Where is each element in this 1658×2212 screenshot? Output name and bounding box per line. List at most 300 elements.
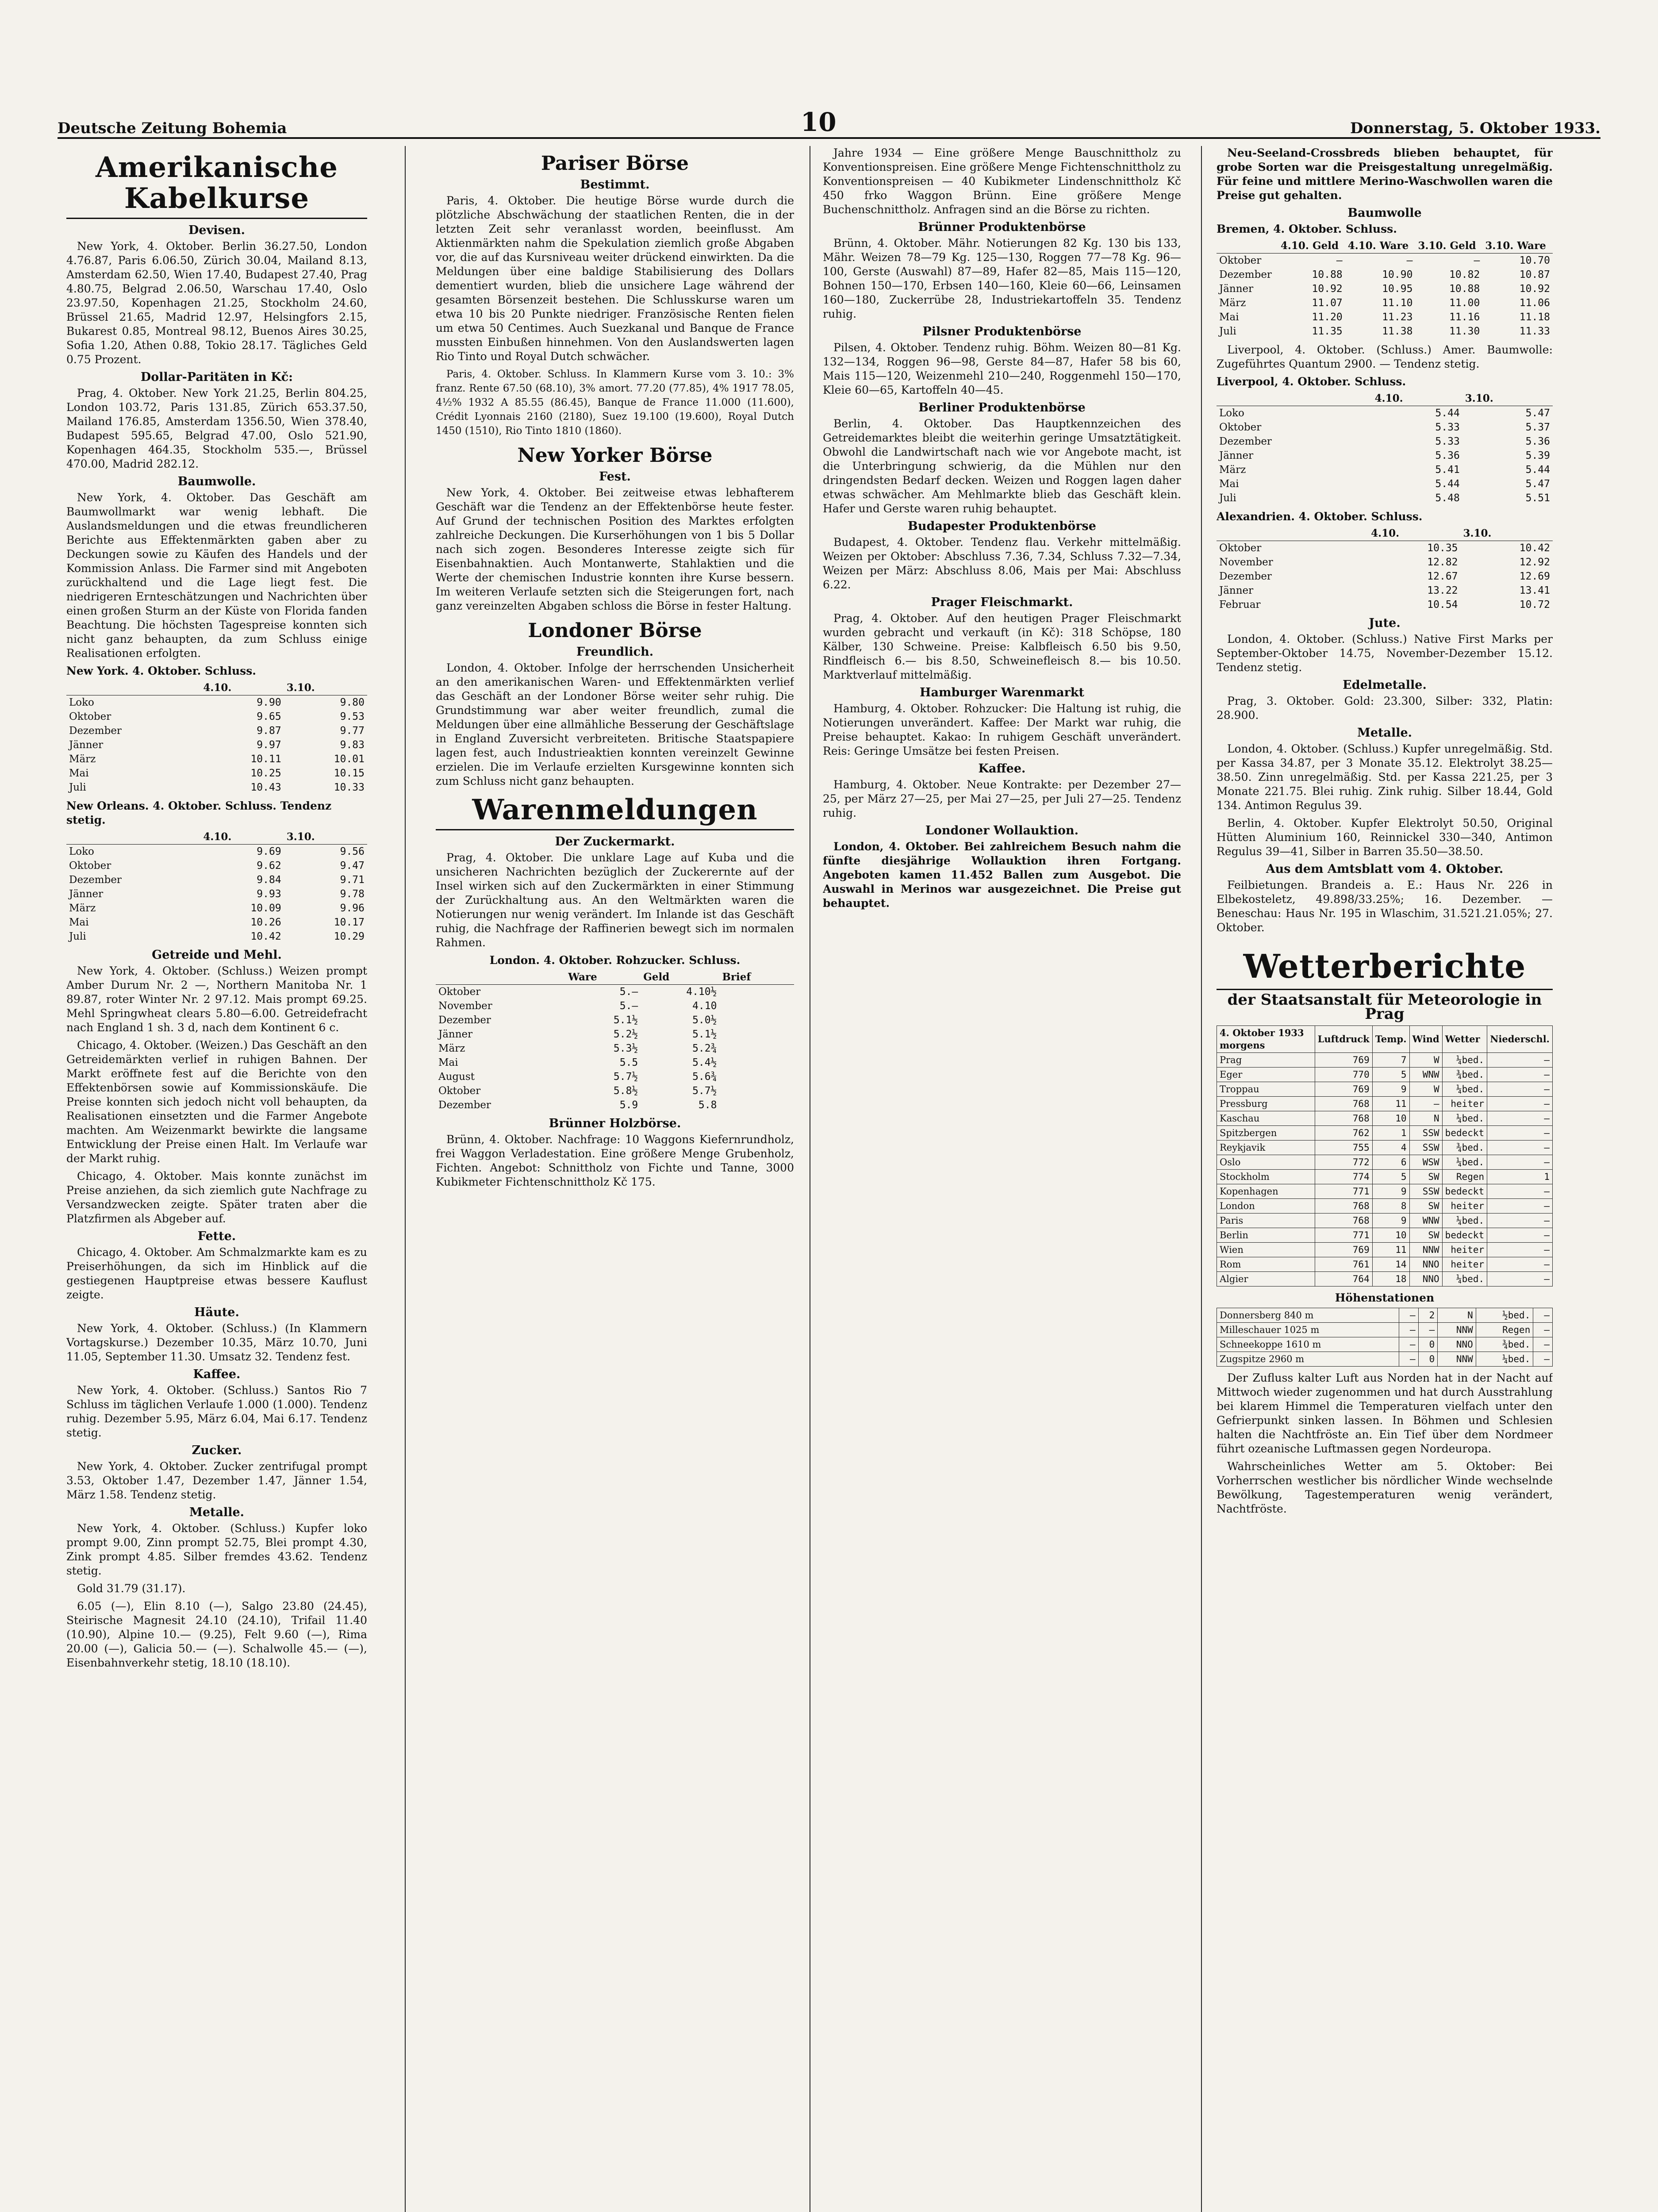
column-4 [1217, 146, 1553, 2212]
table-header-row [66, 830, 367, 845]
table-cell: Algier [1217, 1272, 1315, 1286]
table-cell: Eger [1217, 1068, 1315, 1082]
table-cell: 5.— [619, 1000, 638, 1012]
table-cell: 769 [1315, 1243, 1372, 1257]
table-cell: 9.93 [257, 888, 281, 900]
table-cell: Jänner [69, 739, 104, 751]
table-cell: ½bed. [1476, 1308, 1533, 1323]
table-cell: London [1217, 1199, 1315, 1214]
brunn-title: Brünner Produktenbörse [918, 220, 1086, 234]
zucker-text: Prag, 4. Oktober. Die unklare Lage auf Kuba und die unsicheren Nachrichten bezüglich der Zuckerernte auf der Insel wirken sich auf den Zuckermärkten in einer Stimmung der Zurückhaltung aus. An den Weltmärkten waren die Notierungen nur wenig verändert. Im Inlande ist das Geschäft ruhig, die Nachfrage der Raffinerien bewegt sich im normalen Rahmen. [436, 851, 794, 949]
table-cell: 10 [1372, 1228, 1409, 1243]
table-cell: bedeckt [1442, 1126, 1487, 1141]
table-row [66, 929, 367, 944]
table-cell: 768 [1315, 1111, 1372, 1126]
table-cell: 10.26 [250, 917, 281, 928]
table-cell: 13.22 [1427, 585, 1458, 596]
table-cell: 2 [1418, 1308, 1438, 1323]
table-cell: 11.35 [1312, 326, 1343, 337]
table-cell: 769 [1315, 1082, 1372, 1097]
table-row [1217, 491, 1553, 505]
table-cell: 5.7½ [613, 1071, 638, 1083]
table-row [1217, 1308, 1553, 1323]
table-cell [719, 1041, 794, 1056]
column-header: 3.10. [284, 830, 367, 845]
table-row [1217, 1082, 1553, 1097]
table-cell: 10.92 [1312, 283, 1343, 295]
fleisch-title: Prager Fleischmarkt. [931, 595, 1073, 609]
table-row [1217, 434, 1553, 449]
table-cell: 9.69 [257, 846, 281, 857]
column-header: 4.10. [200, 681, 284, 695]
table-cell: Dezember [69, 874, 122, 886]
table-cell [719, 1013, 794, 1027]
cotton-no-table [66, 830, 367, 944]
table-cell: 9.90 [257, 697, 281, 708]
table-cell: Dezember [69, 725, 122, 737]
table-cell: heiter [1442, 1199, 1487, 1214]
table-cell: 11.07 [1312, 297, 1343, 309]
table-cell: Mai [69, 768, 89, 779]
table-row [66, 901, 367, 915]
table-cell: 4 [1372, 1141, 1409, 1155]
table-cell: 10.92 [1519, 283, 1550, 295]
table-cell: ¼bed. [1442, 1155, 1487, 1170]
table-cell: Oktober [69, 711, 111, 722]
table-cell: Jänner [1219, 283, 1254, 295]
table-cell: ¼bed. [1442, 1082, 1487, 1097]
table-cell: 9.56 [340, 846, 365, 857]
section-heading: Baumwolle. [177, 475, 256, 488]
section-text: New York, 4. Oktober. Zucker zentrifugal prompt 3.53, Oktober 1.47, Dezember 1.47, Jänner 1.54, März 1.58. Tendenz stetig. [66, 1460, 367, 1501]
table-cell: Dezember [1219, 269, 1272, 280]
table-row [66, 780, 367, 795]
table-cell: 0 [1418, 1337, 1438, 1352]
table-cell: — [1533, 1337, 1553, 1352]
table-cell: Juli [69, 782, 86, 793]
table-cell: 5.41 [1435, 464, 1460, 476]
table-cell: Juli [1219, 492, 1236, 504]
table-cell: November [438, 1000, 492, 1012]
paris-title: Pariser Börse [541, 152, 689, 175]
table-row [1217, 1155, 1553, 1170]
table-row [436, 985, 794, 999]
table-cell: 8 [1372, 1199, 1409, 1214]
table-cell: bedeckt [1442, 1228, 1487, 1243]
table-cell: — [1399, 1337, 1419, 1352]
kabelkurse-title: Amerikanische Kabelkurse [66, 152, 367, 219]
table-cell: 5 [1372, 1170, 1409, 1184]
column-header: Wetter [1442, 1026, 1487, 1053]
table-cell: Jänner [1219, 450, 1254, 461]
table-row [1217, 324, 1553, 338]
section-heading: Getreide und Mehl. [152, 948, 282, 962]
table-cell: 11.00 [1449, 297, 1480, 309]
table-row [66, 738, 367, 752]
section-heading: Zucker. [192, 1444, 242, 1457]
table-cell: 5.3½ [613, 1043, 638, 1054]
table-cell: Mai [1219, 311, 1239, 323]
table-cell: 768 [1315, 1214, 1372, 1228]
budapest-title: Budapester Produktenbörse [908, 519, 1096, 533]
table-cell: 10.09 [250, 902, 281, 914]
table-row [1217, 477, 1553, 491]
london-text: London, 4. Oktober. Infolge der herrschenden Unsicherheit an den amerikanischen Waren- und Effektenmärkten verlief das Geschäft an der Londoner Börse weiter sehr ruhig. Die Grundstimmung war aber weiter freundlich, zumal die Meldungen über eine allmähliche Besserung der Geschäftslage in England Zuversicht verbreiteten. Britische Staatspapiere lagen fest, auch Industrieaktien konnten vereinzelt Gewinne erzielen. Die im Verlaufe erzielten Kursgewinne konnten sich zum Schluss nicht ganz behaupten. [436, 661, 794, 787]
column-header [66, 681, 200, 695]
table-row [1217, 1141, 1553, 1155]
table-cell: SW [1409, 1228, 1442, 1243]
section-heading: Devisen. [188, 223, 245, 237]
table-cell: 761 [1315, 1257, 1372, 1272]
column-header: Wind [1409, 1026, 1442, 1053]
amtsblatt-title: Aus dem Amtsblatt vom 4. Oktober. [1266, 862, 1504, 876]
table-cell: Donnersberg 840 m [1217, 1308, 1399, 1323]
table-cell [719, 1070, 794, 1084]
fleisch-text: Prag, 4. Oktober. Auf den heutigen Prager Fleischmarkt wurden gebracht und verkauft (in Kč): 318 Schöpse, 180 Kälber, 130 Schweine. Preise: Kalbfleisch 6.50 bis 9.50, Rindfleisch 6.— bis 8.50, Schweinefleisch 8.— bis 10.50. Marktverlauf mittelmäßig. [823, 612, 1181, 681]
table-cell: März [69, 753, 96, 765]
table-cell: 774 [1315, 1170, 1372, 1184]
metalle-title: Metalle. [1357, 726, 1412, 740]
table-cell: Dezember [1219, 436, 1272, 447]
table-cell: Oktober [1219, 542, 1262, 554]
table-cell: SSW [1409, 1184, 1442, 1199]
table-row [1217, 1170, 1553, 1184]
ny-text: New York, 4. Oktober. Bei zeitweise etwas lebhafterem Geschäft war die Tendenz an der Effektenbörse heute fester. Auf Grund der technischen Position des Marktes erfolgten zahlreiche Deckungen. Die Kurserhöhungen von 1 bis 5 Dollar nach sich zogen. Besonderes Interesse zeigte sich für Eisenbahnaktien. Auch Montanwerte, Stahlaktien und die Werte der chemischen Industrie konnten ihre Kurse bessern. Im weiteren Verlaufe setzten sich die Steigerungen fort, nach ganz vereinzelten Abgaben schloss die Börse in fester Haltung. [436, 486, 794, 612]
column-header: 3.10. [1462, 392, 1553, 406]
table-cell: NNW [1438, 1323, 1476, 1337]
zucker-title: Der Zuckermarkt. [555, 835, 675, 849]
table-cell: — [1487, 1228, 1553, 1243]
table-cell: 5.4½ [692, 1057, 717, 1068]
kabelkurse-more [66, 948, 367, 1670]
column-2 [436, 146, 794, 2212]
baumwolle-title: Baumwolle [1347, 206, 1422, 220]
table-cell: — [1399, 1352, 1419, 1367]
table-row [66, 695, 367, 710]
table-cell: Troppau [1217, 1082, 1315, 1097]
table-cell: — [1487, 1111, 1553, 1126]
table-row [1217, 1053, 1553, 1068]
table-row [436, 1070, 794, 1084]
table-cell: 5.8 [698, 1099, 717, 1111]
table-cell: 5.44 [1435, 407, 1460, 419]
table-cell: 10 [1372, 1111, 1409, 1126]
table-cell: — [1474, 255, 1480, 266]
table-row [1217, 1257, 1553, 1272]
table-cell: 768 [1315, 1199, 1372, 1214]
table-cell [719, 999, 794, 1013]
kaffee-title: Kaffee. [978, 762, 1026, 776]
table-row [66, 859, 367, 873]
column-3 [823, 146, 1181, 2212]
table-header-row [1217, 1026, 1553, 1053]
zucker-table [436, 970, 794, 1112]
berlin-text: Berlin, 4. Oktober. Das Hauptkennzeichen des Getreidemarktes bleibt die weiterhin geringe Umsatztätigkeit. Obwohl die Landwirtschaft nach wie vor Angebote macht, ist die Unterbringung schwierig, da die Mühlen nur den dringendsten Bedarf decken. Weizen und Roggen lagen daher etwas schwächer. Am Mehlmarkte blieb das Geschäft klein. Hafer und Gerste waren ruhig behauptet. [823, 417, 1181, 515]
table-cell: 1 [1487, 1170, 1553, 1184]
hoehen-table [1217, 1308, 1553, 1367]
table-cell [719, 1027, 794, 1041]
alexandria-label: Alexandrien. 4. Oktober. Schluss. [1217, 510, 1423, 523]
table-cell: 5.8½ [613, 1085, 638, 1097]
column-header: 3.10. [1461, 526, 1553, 541]
table-row [1217, 268, 1553, 282]
table-cell: Oktober [1219, 422, 1262, 433]
cotton-ny-table [66, 681, 367, 795]
table-cell: 9.84 [257, 874, 281, 886]
table-cell: 5.1½ [613, 1014, 638, 1026]
table-cell: Jänner [69, 888, 104, 900]
table-row [1217, 1068, 1553, 1082]
table-row [1217, 282, 1553, 296]
table-cell: 5.2¾ [692, 1043, 717, 1054]
table-cell: 5.36 [1435, 450, 1460, 461]
london-subtitle: Freundlich. [576, 645, 654, 659]
london-title: Londoner Börse [528, 619, 702, 642]
section-heading: Metalle. [189, 1505, 245, 1519]
holz-continued: Jahre 1934 — Eine größere Menge Bauschnittholz zu Konventionspreisen. Eine größere Menge Fichtenschnittholz zu Konventionspreisen — 40 Kubikmeter Lindenschnittholz Kč 450 frko Waggon Brünn. Eine größere Menge Buchenschnittholz. Anfragen sind an die Börse zu richten. [823, 146, 1181, 216]
table-cell: Prag [1217, 1053, 1315, 1068]
table-cell: — [1336, 255, 1343, 266]
table-row [1217, 1272, 1553, 1286]
budapest-text: Budapest, 4. Oktober. Tendenz flau. Verkehr mittelmäßig. Weizen per Oktober: Abschluss 7.36, 7.34, Schluss 7.32—7.34, Weizen per März: Abschluss 8.06, Mais per Mai: Abschluss 6.22. [823, 536, 1181, 591]
table-row [1217, 310, 1553, 324]
table-cell: Loko [1219, 407, 1244, 419]
table-cell: Berlin [1217, 1228, 1315, 1243]
table-cell: ¼bed. [1442, 1272, 1487, 1286]
table-cell: — [1487, 1257, 1553, 1272]
table-cell [719, 1056, 794, 1070]
column-header: 4.10. [1368, 526, 1460, 541]
table-cell: 10.70 [1519, 255, 1550, 266]
section-text: New York, 4. Oktober. (Schluss.) Weizen prompt Amber Durum Nr. 2 —, Northern Manitoba Nr. 1 89.87, roter Winter Nr. 2 97.12. Mais prompt 69.25. Mehl Springwheat clears 5.80—6.00. Getreidefracht nach England 1 sh. 3 d, nach dem Kontinent 6 c. [66, 964, 367, 1034]
table-row [1217, 569, 1553, 584]
table-cell: 11.30 [1449, 326, 1480, 337]
column-header [1217, 239, 1278, 253]
table-cell: 5.48 [1435, 492, 1460, 504]
section-heading: Fette. [197, 1229, 236, 1243]
table-cell: Mai [69, 917, 89, 928]
table-cell: 10.11 [250, 753, 281, 765]
table-cell: Loko [69, 846, 94, 857]
table-row [1217, 598, 1553, 612]
table-cell: 12.69 [1519, 571, 1550, 582]
table-cell: 764 [1315, 1272, 1372, 1286]
edelmetalle-title: Edelmetalle. [1343, 678, 1427, 692]
table-row [1217, 420, 1553, 434]
table-cell: ¾bed. [1476, 1337, 1533, 1352]
table-cell: März [1219, 297, 1246, 309]
table-row [1217, 1352, 1553, 1367]
column-header [66, 830, 200, 845]
table-row [66, 873, 367, 887]
column-header [1217, 526, 1368, 541]
table-cell: 10.43 [250, 782, 281, 793]
table-cell: 9.62 [257, 860, 281, 872]
table-cell: August [438, 1071, 475, 1083]
table-cell: Mai [1219, 478, 1239, 490]
header-newspaper-name: Deutsche Zeitung Bohemia [58, 119, 287, 137]
table-cell: 5.44 [1525, 464, 1550, 476]
table-cell: — [1487, 1068, 1553, 1082]
table-cell: Milleschauer 1025 m [1217, 1323, 1399, 1337]
table-cell [719, 1084, 794, 1098]
table-cell: 10.25 [250, 768, 281, 779]
table-cell: Schneekoppe 1610 m [1217, 1337, 1399, 1352]
table-cell: NNO [1438, 1337, 1476, 1352]
column-header [436, 970, 565, 985]
table-row [436, 1041, 794, 1056]
table-cell: Dezember [1219, 571, 1272, 582]
table-cell: heiter [1442, 1257, 1487, 1272]
header-date: Donnerstag, 5. Oktober 1933. [1350, 119, 1600, 137]
table-cell: 770 [1315, 1068, 1372, 1082]
table-header-row [66, 681, 367, 695]
table-cell: 10.17 [334, 917, 365, 928]
berlin-title: Berliner Produktenbörse [918, 401, 1086, 415]
table-cell: NNO [1409, 1257, 1442, 1272]
table-cell: 10.72 [1519, 599, 1550, 611]
table-cell: — [1399, 1323, 1419, 1337]
column-header: 4.10. Ware [1345, 239, 1416, 253]
bremen-label: Bremen, 4. Oktober. Schluss. [1217, 223, 1397, 235]
table-cell: — [1533, 1323, 1553, 1337]
table-row [1217, 296, 1553, 310]
wetter-forecast: Wahrscheinliches Wetter am 5. Oktober: Bei Vorherrschen westlicher bis nördlicher Winde wechselnde Bewölkung, Tagestemperaturen wenig verändert, Nachtfröste. [1217, 1460, 1553, 1515]
table-row [1217, 1199, 1553, 1214]
table-cell: — [1487, 1082, 1553, 1097]
table-cell: 9.80 [340, 697, 365, 708]
table-cell: 5 [1372, 1068, 1409, 1082]
table-row [1217, 1184, 1553, 1199]
table-cell: Kopenhagen [1217, 1184, 1315, 1199]
table-row [1217, 406, 1553, 421]
table-row [1217, 463, 1553, 477]
table-cell: Dezember [438, 1014, 491, 1026]
table-row [66, 752, 367, 766]
table-cell: 10.54 [1427, 599, 1458, 611]
table-cell: 5.1½ [692, 1029, 717, 1040]
table-cell: 11.18 [1519, 311, 1550, 323]
table-cell: 769 [1315, 1053, 1372, 1068]
column-header: Geld [641, 970, 719, 985]
weather-table [1217, 1025, 1553, 1286]
table-cell: — [1487, 1141, 1553, 1155]
table-cell: 9.83 [340, 739, 365, 751]
table-cell: — [1487, 1184, 1553, 1199]
table-cell: Dezember [438, 1099, 491, 1111]
table-cell: WNW [1409, 1068, 1442, 1082]
paris-text: Paris, 4. Oktober. Die heutige Börse wurde durch die plötzliche Abschwächung der staatlichen Renten, die in der letzten Zeit sehr veranlasst worden, beeinflusst. Am Aktienmärkten nahm die Spekulation ziemlich große Abgaben vor, die auf das Kursniveau weiter drückend einwirkten. Da die Meldungen über eine baldige Stabilisierung des Dollars dementiert wurden, blieb die unsichere Lage während der gesamten Börsenzeit bestehen. Die Schlusskurse waren um etwa 10 bis 20 Punkte niedriger. Französische Renten fielen um etwa 50 Centimes. Auch Suezkanal und Banque de France mussten Einbußen hinnehmen. Von den Auslandswerten lagen Rio Tinto und Royal Dutch schwächer. [436, 194, 794, 363]
table-cell: 11 [1372, 1097, 1409, 1111]
table-cell: WSW [1409, 1155, 1442, 1170]
holz-text: Brünn, 4. Oktober. Nachfrage: 10 Waggons Kiefernrundholz, frei Waggon Verladestation. Eine größere Menge Grubenholz, Fichten. Angebot: Schnittholz von Fichte und Tanne, 3000 Kubikmeter Fichtenschnittholz Kč 175. [436, 1133, 794, 1188]
table-cell: — [1409, 1097, 1442, 1111]
table-cell: 5.44 [1435, 478, 1460, 490]
column-header: 4. Oktober 1933 morgens [1217, 1026, 1315, 1053]
column-rule [1201, 146, 1202, 2212]
table-cell: Mai [438, 1057, 458, 1068]
table-row [66, 724, 367, 738]
section-text: Chicago, 4. Oktober. Am Schmalzmarkte kam es zu Preiserhöhungen, da sich im Hinblick auf die gestiegenen Hauptpreise etwas bessere Kauflust zeigte. [66, 1246, 367, 1301]
table-cell: W [1409, 1082, 1442, 1097]
table-cell: 4.10½ [686, 986, 717, 998]
column-header: 3.10. Geld [1415, 239, 1482, 253]
hoehen-title: Höhenstationen [1335, 1291, 1435, 1304]
table-cell: Spitzbergen [1217, 1126, 1315, 1141]
wetter-text: Der Zufluss kalter Luft aus Norden hat in der Nacht auf Mittwoch wieder zugenommen und hat durch Ausstrahlung bei klarem Himmel die Temperaturen vielfach unter den Gefrierpunkt sinken lassen. In Böhmen und Schlesien halten die Nachtfröste an. Ein Tief über dem Nordmeer führt ozeanische Luftmassen gegen Nordeuropa. [1217, 1371, 1553, 1455]
table-cell: — [1487, 1199, 1553, 1214]
column-header: 4.10. Geld [1278, 239, 1345, 253]
table-cell: 5.47 [1525, 478, 1550, 490]
table-cell: Jänner [438, 1029, 473, 1040]
table-cell: — [1487, 1272, 1553, 1286]
section-text: Prag, 4. Oktober. New York 21.25, Berlin 804.25, London 103.72, Paris 131.85, Zürich 653.37.50, Mailand 176.85, Amsterdam 1356.50, Wien 378.40, Budapest 595.65, Belgrad 47.00, Oslo 521.90, Kopenhagen 464.35, Stockholm 535.—, Brüssel 470.00, Madrid 282.12. [66, 387, 367, 470]
table-cell: 5.5 [619, 1057, 638, 1068]
table-cell: Juli [1219, 326, 1236, 337]
table-row [1217, 1214, 1553, 1228]
table-cell: — [1487, 1097, 1553, 1111]
table-cell: 9.78 [340, 888, 365, 900]
paris-quotes: Paris, 4. Oktober. Schluss. In Klammern Kurse vom 3. 10.: 3% franz. Rente 67.50 (68.10), 3% amort. 77.20 (77.85), 4% 1917 78.05, 4½% 1932 A 85.55 (86.45), Banque de France 11.000 (11.600), Crédit Lyonnais 2160 (2180), Suez 19.100 (19.600), Royal Dutch 1450 (1510), Rio Tinto 1810 (1860). [436, 369, 794, 437]
zucker-table-label: London. 4. Oktober. Rohzucker. Schluss. [489, 954, 741, 967]
table-row [1217, 1323, 1553, 1337]
table-cell: 5.33 [1435, 436, 1460, 447]
table-cell: bedeckt [1442, 1184, 1487, 1199]
table-cell: ¾bed. [1442, 1068, 1487, 1082]
table-cell: — [1487, 1243, 1553, 1257]
column-header: Ware [565, 970, 641, 985]
table-cell: Pressburg [1217, 1097, 1315, 1111]
table-cell: 9.65 [257, 711, 281, 722]
table-cell: 10.35 [1427, 542, 1458, 554]
table-cell: 11.38 [1382, 326, 1413, 337]
table-cell: Oktober [1219, 255, 1262, 266]
table-cell: Oktober [69, 860, 111, 872]
kabelkurse-sections [66, 223, 367, 661]
table-cell: 762 [1315, 1126, 1372, 1141]
table-cell: 9 [1372, 1214, 1409, 1228]
page-header [58, 107, 1600, 139]
table-cell: — [1487, 1053, 1553, 1068]
table-cell: — [1418, 1323, 1438, 1337]
table-cell: Jänner [1219, 585, 1254, 596]
table-row [1217, 1228, 1553, 1243]
table-cell: 10.29 [334, 931, 365, 942]
table-cell: 755 [1315, 1141, 1372, 1155]
table-cell: 6 [1372, 1155, 1409, 1170]
wetter-title: Wetterberichte [1217, 948, 1553, 990]
table-cell: 11.06 [1519, 297, 1550, 309]
table-cell: 10.82 [1449, 269, 1480, 280]
table-cell: 771 [1315, 1228, 1372, 1243]
table-row [66, 845, 367, 859]
table-cell: Oslo [1217, 1155, 1315, 1170]
column-header [1217, 392, 1372, 406]
table-cell: Kaschau [1217, 1111, 1315, 1126]
table-row [436, 999, 794, 1013]
section-text: 6.05 (—), Elin 8.10 (—), Salgo 23.80 (24.45), Steirische Magnesit 24.10 (24.10), Trifail 11.40 (10.90), Alpine 10.— (9.25), Felt 9.60 (—), Rima 20.00 (—), Galicia 50.— (—). Schalwolle 45.— (—), Eisenbahnverkehr stetig, 18.10 (18.10). [66, 1600, 367, 1669]
table-cell: Februar [1219, 599, 1261, 611]
table-header-row [436, 970, 794, 985]
table-cell: — [1487, 1155, 1553, 1170]
table-cell: 768 [1315, 1097, 1372, 1111]
kaffee-text: Hamburg, 4. Oktober. Neue Kontrakte: per Dezember 27—25, per März 27—25, per Mai 27—25, per Juli 27—25. Tendenz ruhig. [823, 778, 1181, 819]
table-row [1217, 449, 1553, 463]
table-cell: 5.2½ [613, 1029, 638, 1040]
section-text: New York, 4. Oktober. Das Geschäft am Baumwollmarkt war wenig lebhaft. Die Auslandsmeldungen und die etwas freundlicheren Berichte aus Effektenmärkten gaben aber zu Deckungen sowie zu Käufen des Handels und der Kommission Anlass. Die Farmer sind mit Angeboten zurückhaltend und die Lage liegt fest. Die niedrigeren Ernteschätzungen und Nachrichten über einen großen Sturm an der Küste von Florida fanden Beachtung. Die höchsten Tagespreise konnten sich nicht ganz behaupten, da zum Schluss einige Realisationen erfolgten. [66, 491, 367, 660]
cotton-ny-label: New York. 4. Oktober. Schluss. [66, 664, 257, 677]
table-cell: 9.53 [340, 711, 365, 722]
